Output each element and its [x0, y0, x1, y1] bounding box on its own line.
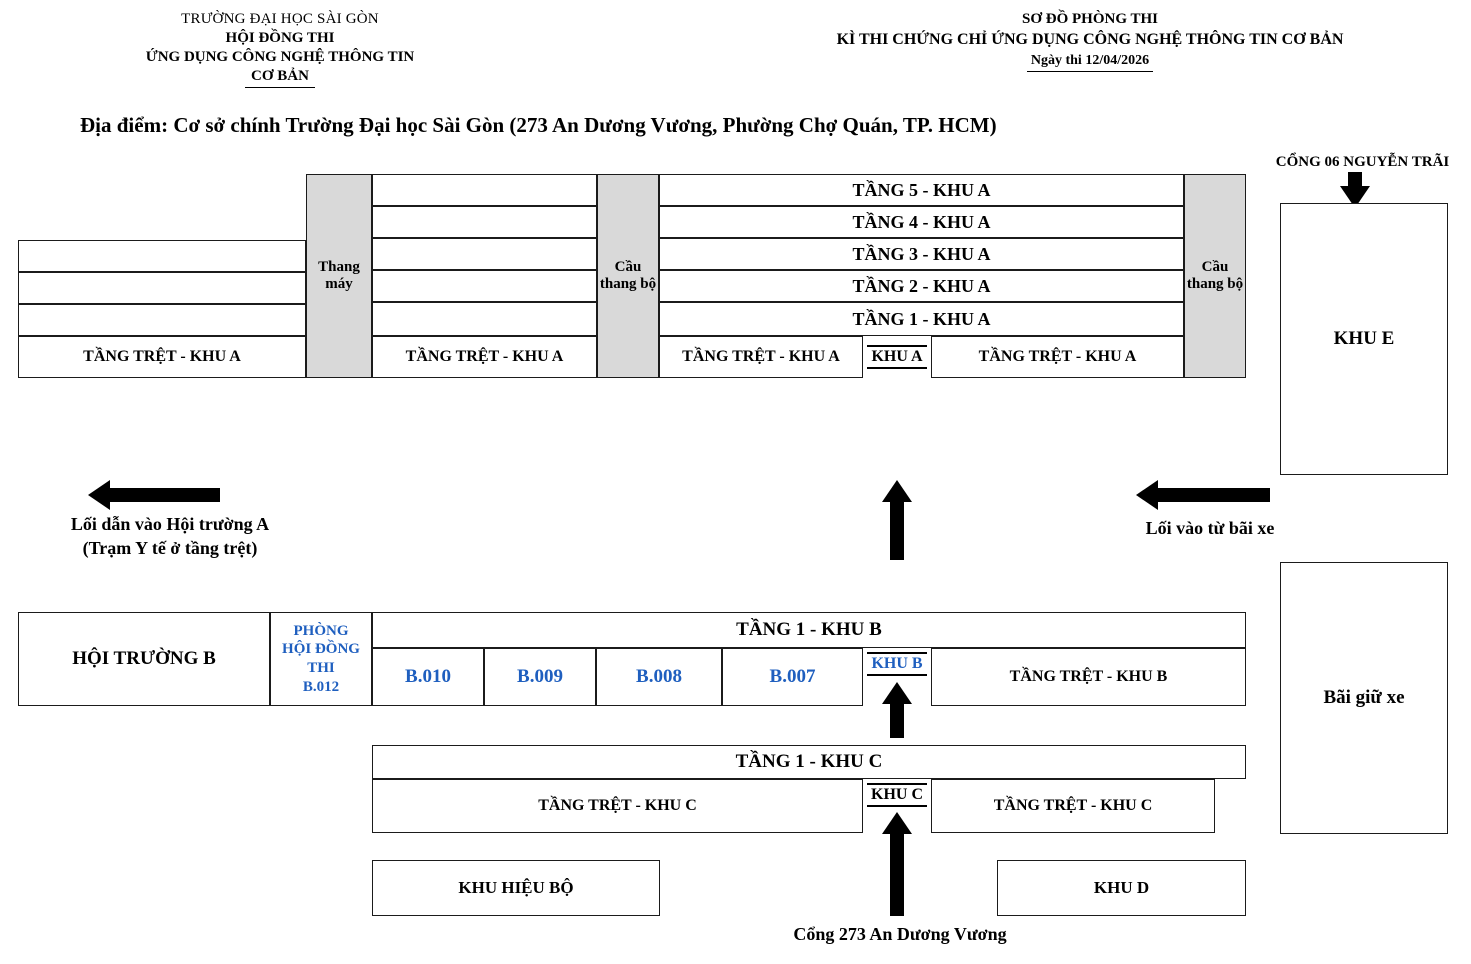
admin-block [372, 860, 660, 916]
block-c-ground-left: TẦNG TRỆT - KHU C [372, 779, 863, 833]
block-b-arrow-up [882, 682, 912, 738]
council-room-line3: THI [307, 660, 335, 676]
block-a-mid-row-3 [372, 238, 597, 270]
room-b007: B.007 [722, 648, 863, 706]
block-a-mid-row-5 [372, 302, 597, 336]
block-c-ground-right: TẦNG TRỆT - KHU C [931, 779, 1215, 833]
block-a-floor-3: TẦNG 3 - KHU A [659, 238, 1184, 270]
zone-d-block [997, 860, 1246, 916]
header-left-institution [40, 10, 520, 88]
block-a-mid-row-2 [372, 206, 597, 238]
block-a-mid-ground: TẦNG TRỆT - KHU A [372, 336, 597, 378]
block-a-left-row-1 [18, 240, 306, 272]
gate-06-nguyen-trai-label: CỔNG 06 NGUYỄN TRÃI [1275, 154, 1450, 170]
room-b008: B.008 [596, 648, 722, 706]
block-c-entry-tag-label: KHU C [867, 783, 927, 807]
exam-council-label: HỘI ĐỒNG THI [225, 29, 335, 46]
block-a-mid-row-4 [372, 270, 597, 302]
hall-b-label: HỘI TRƯỜNG B [72, 648, 216, 669]
block-c-floor-1: TẦNG 1 - KHU C [372, 745, 1246, 779]
room-b010: B.010 [372, 648, 484, 706]
block-a-left-ground: TẦNG TRỆT - KHU A [18, 336, 306, 378]
block-a-floor-1: TẦNG 1 - KHU A [659, 302, 1184, 336]
elevator-label: Thang máy [318, 258, 360, 292]
exam-title: KÌ THI CHỨNG CHỈ ỨNG DỤNG CÔNG NGHỆ THÔNG TIN CƠ BẢN [836, 30, 1344, 48]
hall-a-entry-caption [10, 512, 330, 561]
block-a-arrow-up [882, 480, 912, 560]
hall-a-entry-line1: Lối dẫn vào Hội trường A [70, 514, 270, 534]
zone-d-label: KHU D [1093, 878, 1150, 897]
exam-subject-label: ỨNG DỤNG CÔNG NGHỆ THÔNG TIN [145, 48, 415, 65]
exam-level-label: CƠ BẢN [245, 67, 315, 88]
stairs-2-label: Cầu thang bộ [1186, 258, 1244, 292]
block-a-floor-5: TẦNG 5 - KHU A [659, 174, 1184, 206]
block-b-ground: TẦNG TRỆT - KHU B [931, 648, 1246, 706]
block-c-entry-tag [863, 779, 931, 811]
block-a-ground-right: TẦNG TRỆT - KHU A [931, 336, 1184, 378]
exam-date: Ngày thi 12/04/2026 [1027, 52, 1153, 72]
admin-block-label: KHU HIỆU BỘ [458, 878, 574, 897]
hall-b-block [18, 612, 270, 706]
council-room-number: B.012 [302, 678, 340, 695]
block-a-left-row-2 [18, 272, 306, 304]
location-line: Địa điểm: Cơ sở chính Trường Đại học Sài Gòn (273 An Dương Vương, Phường Chợ Quán, TP. HCM) [80, 113, 997, 137]
stairs-1-label: Cầu thang bộ [599, 258, 657, 292]
hall-a-arrow-left [88, 480, 220, 510]
block-b-floor-1: TẦNG 1 - KHU B [372, 612, 1246, 648]
council-room-line2: HỘI ĐỒNG [282, 641, 360, 658]
stairs-cau-thang-bo-2 [1184, 174, 1246, 378]
university-name: TRƯỜNG ĐẠI HỌC SÀI GÒN [181, 11, 379, 27]
block-a-mid-row-1 [372, 174, 597, 206]
parking-block [1280, 562, 1448, 834]
parking-arrow-left [1136, 480, 1270, 510]
zone-e-block [1280, 203, 1448, 475]
block-a-floor-4: TẦNG 4 - KHU A [659, 206, 1184, 238]
block-b-entry-tag-label: KHU B [867, 652, 926, 676]
block-a-floor-2: TẦNG 2 - KHU A [659, 270, 1184, 302]
hall-a-entry-line2: (Trạm Y tế ở tầng trệt) [82, 538, 258, 559]
council-room-line1: PHÒNG [293, 622, 349, 639]
gate-273-an-duong-vuong-label: Cổng 273 An Dương Vương [793, 924, 1007, 944]
block-b-entry-tag [863, 648, 931, 680]
council-room-b012 [270, 612, 372, 706]
elevator-thang-may [306, 174, 372, 378]
block-c-arrow-up [882, 812, 912, 916]
diagram-title: SƠ ĐỒ PHÒNG THI [1022, 11, 1158, 27]
gate-06-arrow-down [1340, 172, 1370, 204]
parking-entry-caption: Lối vào từ bãi xe [1145, 518, 1275, 538]
parking-label: Bãi giữ xe [1323, 687, 1405, 708]
block-a-left-row-3 [18, 304, 306, 336]
block-a-entry-tag [863, 336, 931, 378]
stairs-cau-thang-bo-1 [597, 174, 659, 378]
room-b009: B.009 [484, 648, 596, 706]
header-right-title [740, 10, 1440, 72]
block-a-ground-left: TẦNG TRỆT - KHU A [659, 336, 863, 378]
zone-e-label: KHU E [1333, 328, 1395, 349]
block-a-entry-tag-label: KHU A [867, 345, 926, 369]
